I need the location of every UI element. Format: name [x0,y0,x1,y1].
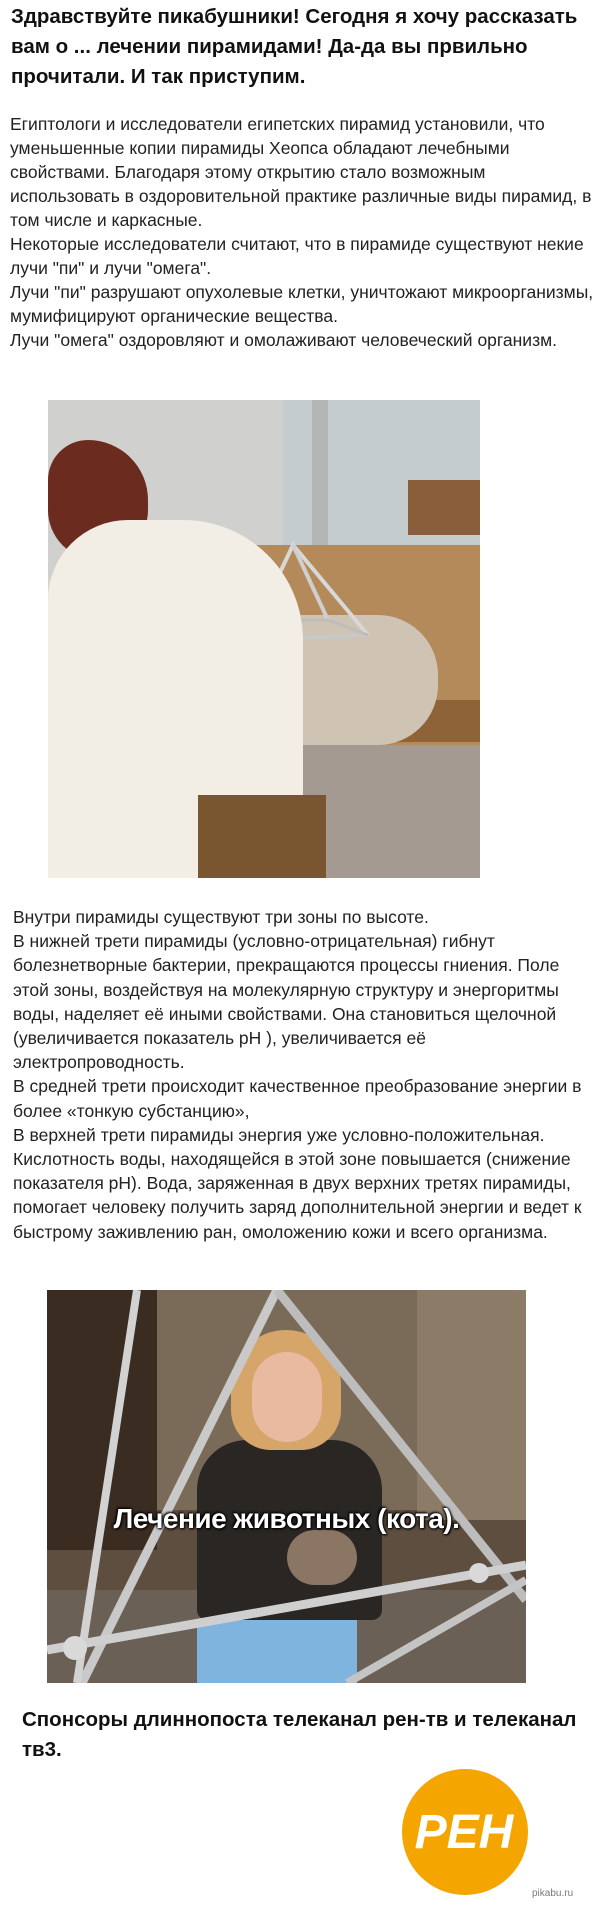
zones-text [13,905,595,1244]
intro-paragraph: Лучи "омега" оздоровляют и омолаживают человеческий организм. [10,330,557,350]
intro-text [10,112,595,352]
intro-paragraph: Египтологи и исследователи египетских пирамид установили, что уменьшенные копии пирамиды Хеопса обладают лечебными свойствами. Благодаря этому открытию стало возможным использовать в оздоровительной практике различные виды пирамид, в том числе и каркасные. [10,114,592,230]
zones-paragraph: В верхней трети пирамиды энергия уже условно-положительная. Кислотность воды, находящейся в этой зоне повышается (снижение показателя рН). Вода, заряженная в двух верхних третях пирамиды, помогает человеку получить заряд дополнительной энергии и ведет к быстрому заживлению ран, омоложению кожи и всего организма. [13,1124,582,1242]
photo-chair [198,795,326,878]
photo-pole [312,400,328,545]
zones-paragraph: В средней трети происходит качественное преобразование энергии в более «тонкую субстанцию», [13,1076,582,1121]
pyramid-frame-large [47,1290,526,1683]
intro-paragraph: Лучи "пи" разрушают опухолевые клетки, уничтожают микроорганизмы, мумифицируют органические вещества. [10,282,594,326]
photo-basket [408,480,480,535]
pyramid-treatment-photo [48,400,480,878]
pikabu-watermark: pikabu.ru [532,1888,574,1899]
intro-paragraph: Некоторые исследователи считают, что в пирамиде существуют некие лучи "пи" и лучи "омега". [10,234,584,278]
zones-paragraph: В нижней трети пирамиды (условно-отрицательная) гибнут болезнетворные бактерии, прекращаются процессы гниения. Поле этой зоны, воздействуя на молекулярную структуру и энергоритмы воды, наделяет её иными свойствами. Она становиться щелочной (увеличивается показатель рН ), увеличивается её электропроводность. [13,931,560,1073]
cat-treatment-photo [47,1290,526,1683]
sponsor-text: Спонсоры длиннопоста телеканал рен-тв и телеканал тв3. [22,1708,577,1761]
ren-tv-logo-text: РЕН [414,1806,514,1859]
photo-caption: Лечение животных (кота). [113,1503,460,1534]
ren-tv-logo [398,1768,532,1896]
zones-paragraph: Внутри пирамиды существуют три зоны по высоте. [13,907,429,927]
post-headline: Здравствуйте пикабушники! Сегодня я хочу рассказать вам о ... лечении пирамидами! Да-да вы првильно прочитали. И так приступим. [11,5,578,88]
